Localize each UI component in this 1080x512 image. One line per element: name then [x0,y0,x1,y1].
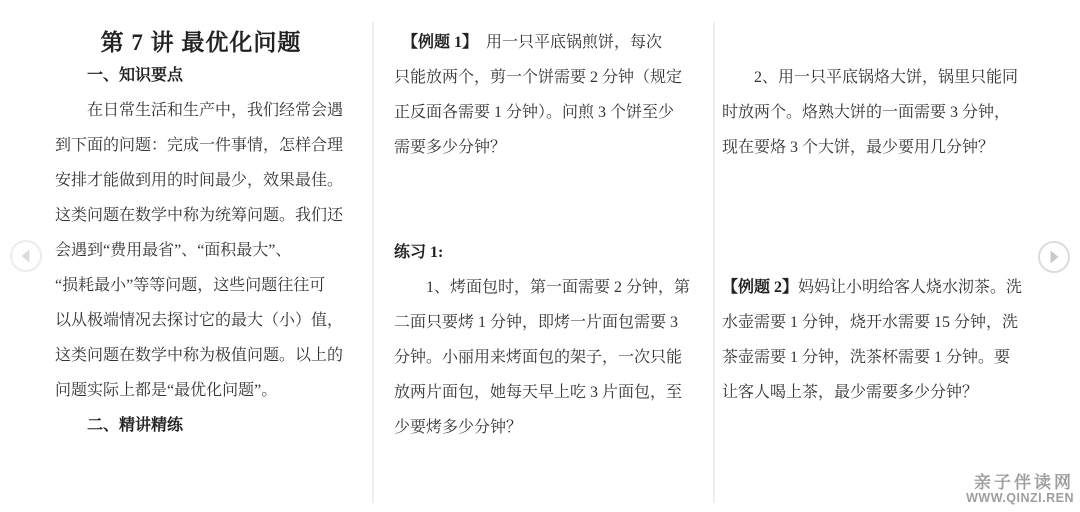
page-separator-left [372,22,374,503]
text-line: 放两片面包，她每天早上吃 3 片面包，至 [394,384,683,401]
text-line: 茶壶需要 1 分钟，洗茶杯需要 1 分钟。要 [722,349,1011,366]
page-column-middle [394,25,712,445]
page-column-left [55,58,360,443]
text-line: 让客人喝上茶，最少需要多少分钟？ [722,384,979,401]
page-title: 第 7 讲 最优化问题 [100,30,302,55]
text-line: 一、知识要点 [55,67,184,84]
text-line [394,200,712,235]
text-line: “损耗最小”等等问题，这些问题往往可 [55,277,326,294]
text-line: 时放两个。烙熟大饼的一面需要 3 分钟， [722,104,1011,121]
text-line: 在日常生活和生产中，我们经常会遇 [55,102,344,119]
text-line: 安排才能做到用的时间最少，效果最佳。 [55,172,344,189]
site-watermark [966,474,1074,506]
text-line [722,25,1032,60]
text-line: 二面只要烤 1 分钟，即烤一片面包需要 3 [394,314,679,331]
page-column-right [722,25,1032,410]
text-line [722,200,1032,235]
prev-page-button[interactable] [9,239,43,273]
text-line: 这类问题在数学中称为极值问题。以上的 [55,347,344,364]
text-line: 以从极端情况去探讨它的最大（小）值， [55,312,344,329]
chevron-left-circle-icon [9,261,43,276]
text-line: 只能放两个，剪一个饼需要 2 分钟（规定 [394,69,683,86]
text-line: 水壶需要 1 分钟，烧开水需要 15 分钟，洗 [722,314,1019,331]
text-line: 问题实际上都是“最优化问题”。 [55,382,278,399]
text-line: 现在要烙 3 个大饼，最少要用几分钟？ [722,139,995,156]
text-line [722,235,1032,270]
page-separator-right [713,22,715,503]
text-line: 正反面各需要 1 分钟）。问煎 3 个饼至少 [394,104,675,121]
text-line: 1、烤面包时，第一面需要 2 分钟，第 [394,279,691,296]
text-line: 【例题 1】 用一只平底锅煎饼，每次 [410,34,663,51]
text-line: 需要多少分钟？ [394,139,507,156]
next-page-button[interactable] [1037,240,1071,274]
text-line: 这类问题在数学中称为统筹问题。我们还 [55,207,344,224]
text-line [394,165,712,200]
chevron-right-circle-icon [1037,262,1071,277]
watermark-site-name: 亲子伴读网 [974,472,1074,492]
text-line: 会遇到“费用最省”、“面积最大”、 [55,242,292,259]
text-line: 练习 1: [394,244,444,261]
text-line [722,165,1032,200]
text-line: 2、用一只平底锅烙大饼，锅里只能同 [722,69,1019,86]
text-line: 少要烤多少分钟？ [394,419,523,436]
text-line: 分钟。小丽用来烤面包的架子，一次只能 [394,349,683,366]
text-line: 到下面的问题：完成一件事情，怎样合理 [55,137,344,154]
text-line: 【例题 2】妈妈让小明给客人烧水沏茶。洗 [722,279,1023,296]
text-line: 二、精讲精练 [55,417,184,434]
watermark-site-url: WWW.QINZI.REN [966,491,1074,506]
